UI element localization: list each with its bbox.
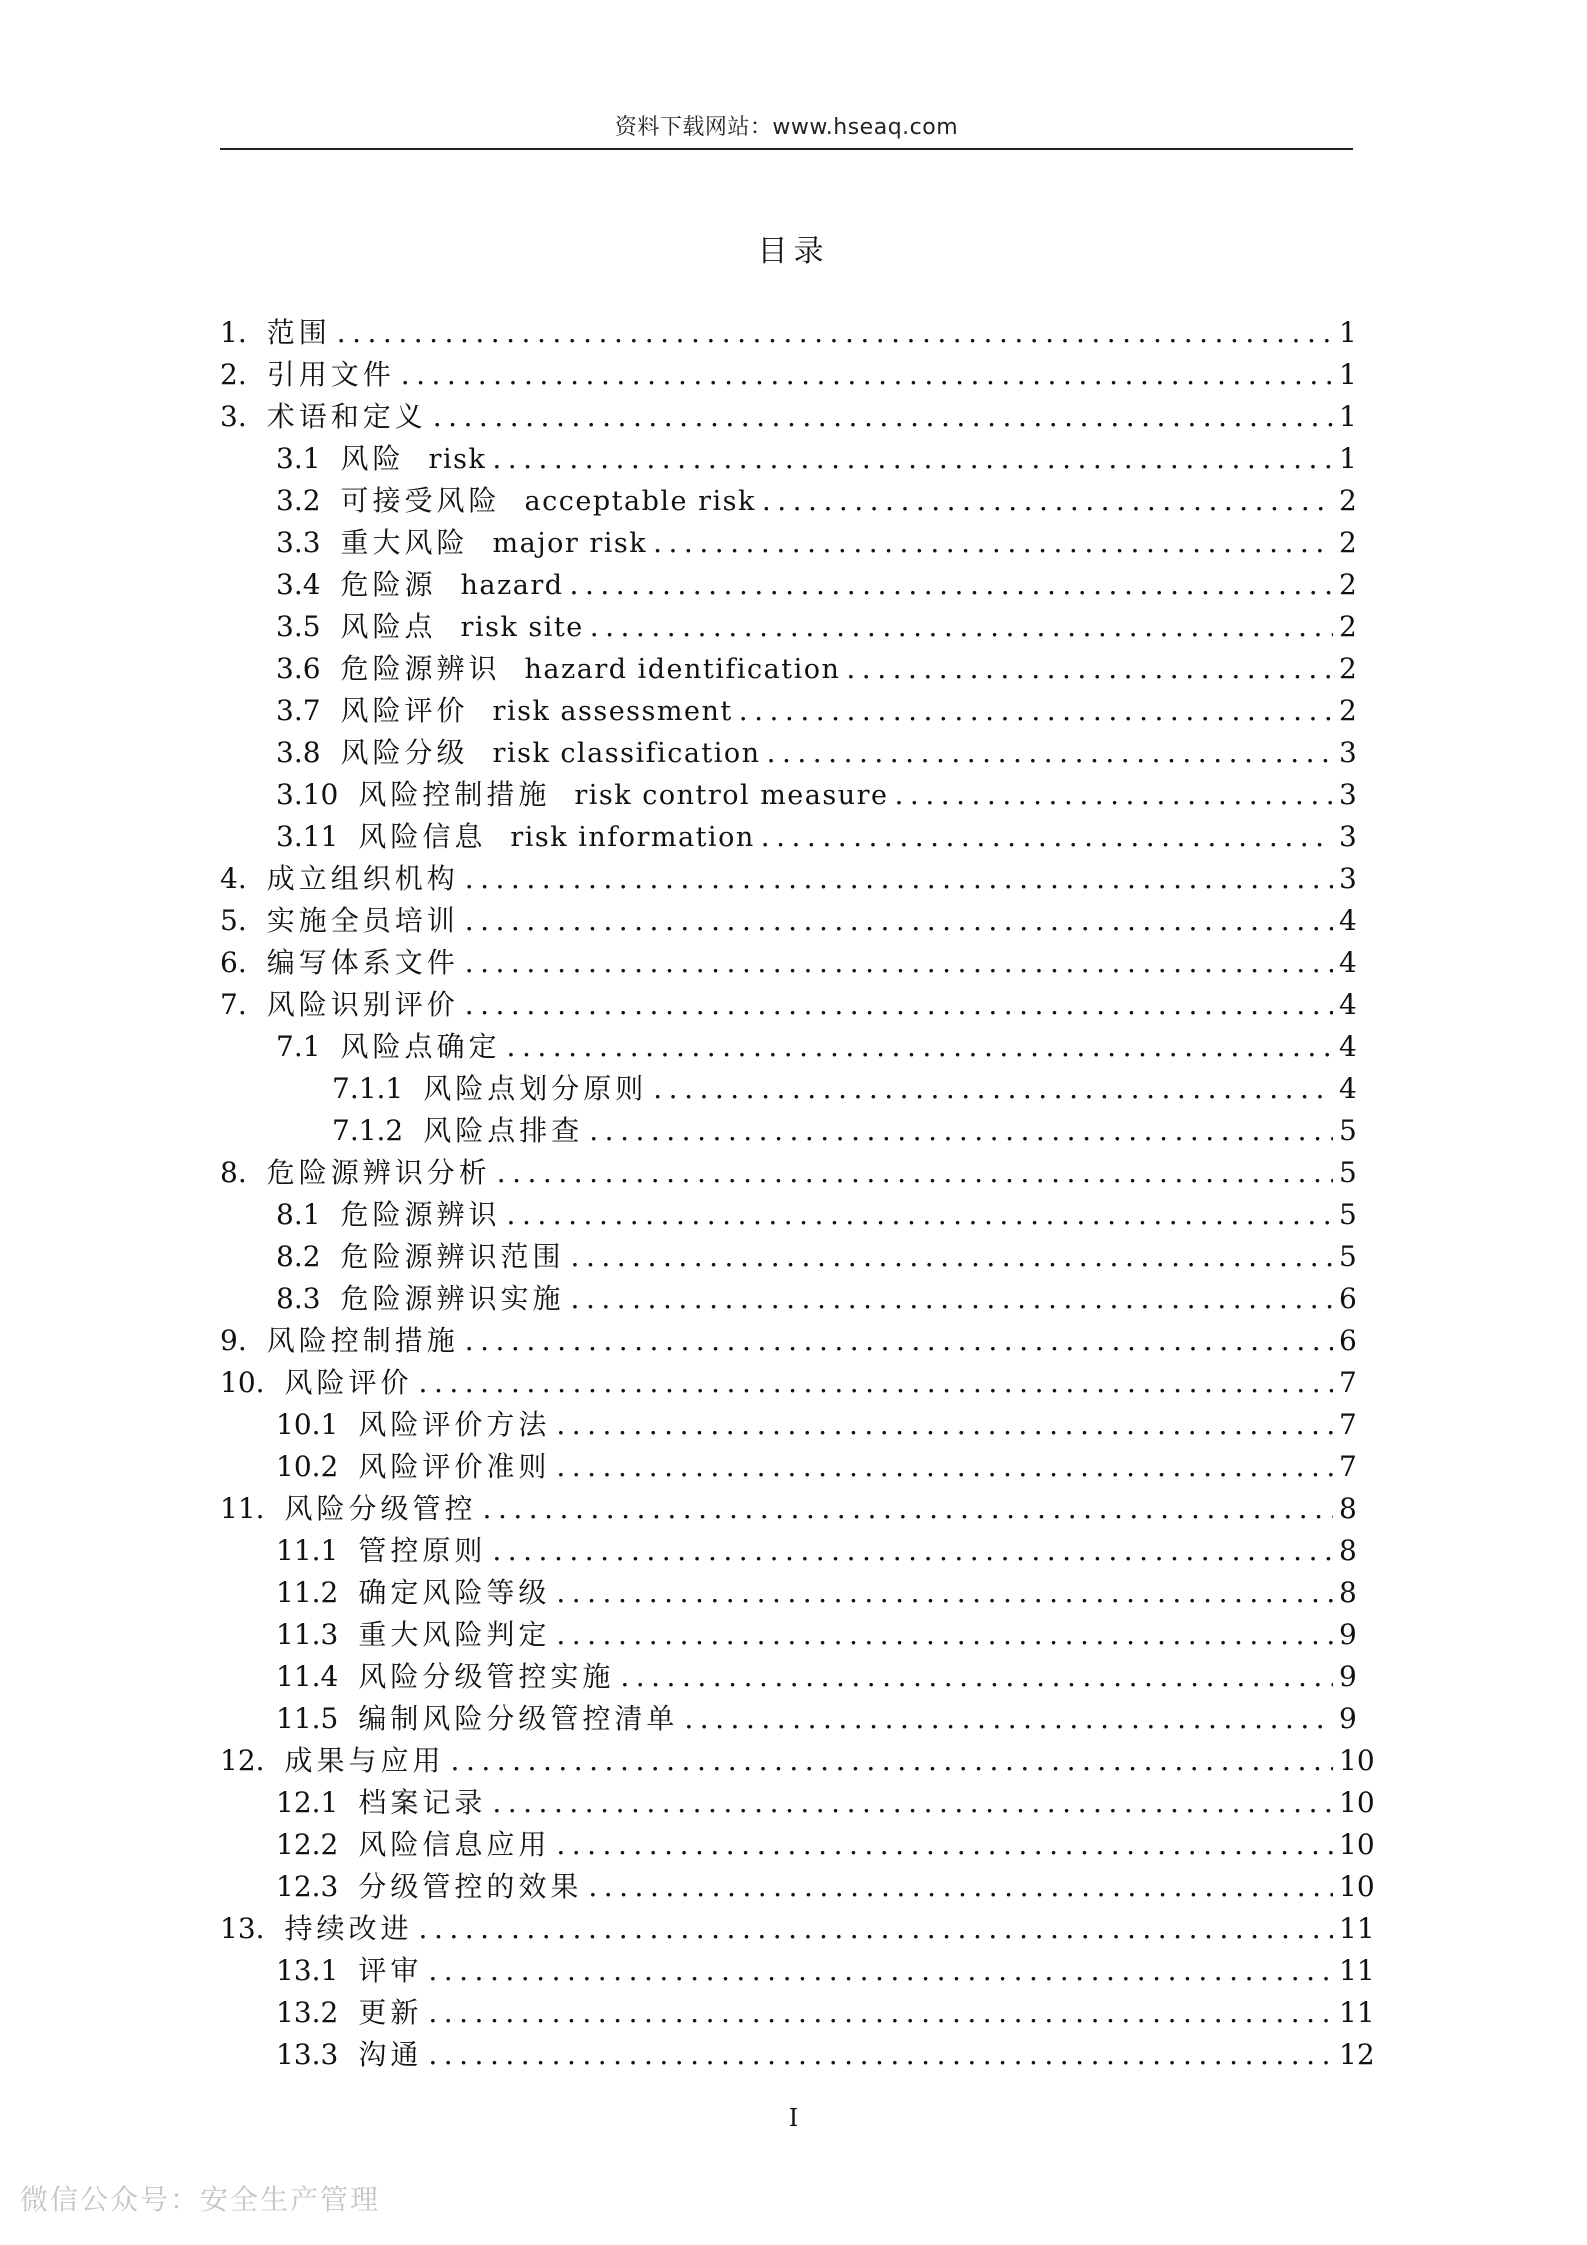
toc-entry[interactable] bbox=[220, 1572, 1355, 1614]
toc-entry-title: 风险点排查 bbox=[423, 1114, 584, 1147]
toc-entry-title: 档案记录 bbox=[358, 1786, 487, 1819]
toc-entry[interactable] bbox=[220, 2034, 1375, 2076]
toc-dot-leader bbox=[570, 564, 1333, 606]
toc-dot-leader bbox=[767, 732, 1333, 774]
toc-entry[interactable] bbox=[220, 900, 1355, 942]
toc-entry-title: 风险评价 bbox=[340, 694, 469, 727]
toc-entry-number: 3.6 bbox=[276, 652, 321, 685]
toc-entry-page: 7 bbox=[1339, 1366, 1357, 1399]
toc-entry[interactable] bbox=[220, 1824, 1375, 1866]
toc-dot-leader bbox=[419, 1908, 1333, 1950]
toc-entry-page: 1 bbox=[1339, 442, 1357, 475]
toc-entry-page: 10 bbox=[1339, 1828, 1375, 1861]
toc-dot-leader bbox=[507, 1194, 1333, 1236]
toc-entry-number: 2. bbox=[220, 358, 247, 391]
toc-entry-page: 9 bbox=[1339, 1702, 1357, 1735]
toc-entry-title: 编写体系文件 bbox=[266, 946, 459, 979]
toc-entry-number: 3.1 bbox=[276, 442, 321, 475]
table-of-contents bbox=[220, 312, 1375, 2076]
toc-entry-title: 管控原则 bbox=[358, 1534, 487, 1567]
toc-dot-leader bbox=[556, 1404, 1333, 1446]
toc-entry[interactable] bbox=[220, 690, 1355, 732]
toc-entry-title: 风险控制措施 bbox=[358, 778, 551, 811]
toc-dot-leader bbox=[492, 438, 1333, 480]
toc-entry-number: 3.8 bbox=[276, 736, 321, 769]
toc-entry-english-term: risk site bbox=[460, 612, 584, 643]
toc-entry-number: 13. bbox=[220, 1912, 265, 1945]
toc-entry-number: 7.1.1 bbox=[332, 1072, 404, 1105]
toc-entry-page: 8 bbox=[1339, 1576, 1357, 1609]
toc-title: 目录 bbox=[757, 234, 830, 269]
toc-dot-leader bbox=[588, 1866, 1333, 1908]
toc-entry-number: 12.3 bbox=[276, 1870, 339, 1903]
toc-entry-number: 13.1 bbox=[276, 1954, 339, 1987]
toc-entry-title: 风险点划分原则 bbox=[423, 1072, 648, 1105]
toc-dot-leader bbox=[556, 1824, 1333, 1866]
toc-entry-number: 11.3 bbox=[276, 1618, 339, 1651]
toc-entry-title: 危险源 bbox=[340, 568, 437, 601]
toc-dot-leader bbox=[465, 858, 1333, 900]
toc-entry-title: 实施全员培训 bbox=[266, 904, 459, 937]
toc-entry[interactable] bbox=[220, 1488, 1355, 1530]
toc-dot-leader bbox=[762, 480, 1333, 522]
toc-entry-title: 术语和定义 bbox=[266, 400, 427, 433]
toc-entry-title: 引用文件 bbox=[266, 358, 395, 391]
toc-dot-leader bbox=[465, 942, 1333, 984]
toc-entry[interactable] bbox=[220, 522, 1355, 564]
toc-entry-english-term: risk assessment bbox=[492, 696, 733, 727]
toc-entry-page: 5 bbox=[1339, 1240, 1357, 1273]
toc-entry[interactable] bbox=[220, 480, 1355, 522]
toc-entry-title: 风险识别评价 bbox=[266, 988, 459, 1021]
toc-entry-number: 12. bbox=[220, 1744, 265, 1777]
toc-entry-title: 风险点确定 bbox=[340, 1030, 501, 1063]
toc-entry-page: 1 bbox=[1339, 358, 1357, 391]
toc-entry[interactable] bbox=[220, 1908, 1375, 1950]
toc-entry-number: 3.7 bbox=[276, 694, 321, 727]
toc-entry-title: 风险信息应用 bbox=[358, 1828, 551, 1861]
toc-entry-page: 4 bbox=[1339, 988, 1357, 1021]
toc-entry-page: 6 bbox=[1339, 1324, 1357, 1357]
toc-entry-page: 7 bbox=[1339, 1450, 1357, 1483]
toc-entry-number: 12.2 bbox=[276, 1828, 339, 1861]
toc-entry-title: 危险源辨识实施 bbox=[340, 1282, 565, 1315]
toc-entry[interactable] bbox=[220, 1740, 1375, 1782]
toc-entry[interactable] bbox=[220, 732, 1355, 774]
toc-entry-title: 风险点 bbox=[340, 610, 437, 643]
toc-dot-leader bbox=[337, 312, 1333, 354]
toc-entry-page: 10 bbox=[1339, 1744, 1375, 1777]
toc-entry-number: 13.3 bbox=[276, 2038, 339, 2071]
toc-dot-leader bbox=[465, 900, 1333, 942]
toc-entry-page: 1 bbox=[1339, 316, 1357, 349]
toc-entry-number: 11.1 bbox=[276, 1534, 339, 1567]
toc-entry[interactable] bbox=[220, 1614, 1355, 1656]
toc-dot-leader bbox=[428, 1950, 1333, 1992]
toc-entry-page: 6 bbox=[1339, 1282, 1357, 1315]
toc-entry[interactable] bbox=[220, 1320, 1355, 1362]
toc-entry-title: 持续改进 bbox=[284, 1912, 413, 1945]
toc-entry[interactable] bbox=[220, 1110, 1355, 1152]
toc-entry[interactable] bbox=[220, 858, 1355, 900]
toc-dot-leader bbox=[428, 2034, 1333, 2076]
toc-entry-page: 10 bbox=[1339, 1870, 1375, 1903]
toc-entry-page: 2 bbox=[1339, 694, 1357, 727]
toc-entry-title: 重大风险判定 bbox=[358, 1618, 551, 1651]
toc-entry-number: 10. bbox=[220, 1366, 265, 1399]
toc-entry-page: 4 bbox=[1339, 1030, 1357, 1063]
toc-entry[interactable] bbox=[220, 312, 1355, 354]
toc-entry-page: 11 bbox=[1339, 1912, 1375, 1945]
toc-entry-english-term: hazard bbox=[460, 570, 564, 601]
toc-dot-leader bbox=[620, 1656, 1333, 1698]
toc-entry-title: 编制风险分级管控清单 bbox=[358, 1702, 679, 1735]
toc-entry-number: 12.1 bbox=[276, 1786, 339, 1819]
toc-entry-title: 重大风险 bbox=[340, 526, 469, 559]
toc-entry-title: 风险 bbox=[340, 442, 405, 475]
toc-dot-leader bbox=[895, 774, 1333, 816]
toc-entry-page: 12 bbox=[1339, 2038, 1375, 2071]
toc-dot-leader bbox=[571, 1278, 1333, 1320]
toc-entry-title: 范围 bbox=[266, 316, 331, 349]
toc-entry-number: 13.2 bbox=[276, 1996, 339, 2029]
toc-entry[interactable] bbox=[220, 396, 1355, 438]
toc-entry-page: 3 bbox=[1339, 820, 1357, 853]
toc-entry-number: 3.2 bbox=[276, 484, 321, 517]
toc-entry-page: 3 bbox=[1339, 862, 1357, 895]
toc-dot-leader bbox=[653, 1068, 1333, 1110]
toc-entry-title: 危险源辨识 bbox=[340, 1198, 501, 1231]
toc-entry-number: 11.4 bbox=[276, 1660, 339, 1693]
toc-entry-page: 9 bbox=[1339, 1660, 1357, 1693]
toc-dot-leader bbox=[465, 984, 1333, 1026]
toc-dot-leader bbox=[846, 648, 1333, 690]
toc-dot-leader bbox=[497, 1152, 1333, 1194]
toc-entry[interactable] bbox=[220, 1362, 1355, 1404]
toc-entry[interactable] bbox=[220, 354, 1355, 396]
toc-entry-title: 成立组织机构 bbox=[266, 862, 459, 895]
toc-entry[interactable] bbox=[220, 606, 1355, 648]
toc-dot-leader bbox=[761, 816, 1333, 858]
toc-entry-page: 1 bbox=[1339, 400, 1357, 433]
toc-entry[interactable] bbox=[220, 1656, 1355, 1698]
header-rule bbox=[220, 148, 1353, 150]
toc-entry[interactable] bbox=[220, 1194, 1355, 1236]
toc-entry-number: 6. bbox=[220, 946, 247, 979]
toc-entry-title: 危险源辨识 bbox=[340, 652, 501, 685]
toc-dot-leader bbox=[571, 1236, 1333, 1278]
toc-entry-english-term: risk control measure bbox=[574, 780, 889, 811]
toc-entry-page: 7 bbox=[1339, 1408, 1357, 1441]
toc-entry-number: 4. bbox=[220, 862, 247, 895]
toc-entry-title: 风险信息 bbox=[358, 820, 487, 853]
toc-entry-title: 风险评价方法 bbox=[358, 1408, 551, 1441]
toc-entry-page: 3 bbox=[1339, 778, 1357, 811]
toc-entry-title: 评审 bbox=[358, 1954, 423, 1987]
toc-entry[interactable] bbox=[220, 1782, 1375, 1824]
toc-entry-page: 11 bbox=[1339, 1996, 1375, 2029]
toc-entry-page: 9 bbox=[1339, 1618, 1357, 1651]
toc-entry-page: 2 bbox=[1339, 652, 1357, 685]
toc-entry-page: 10 bbox=[1339, 1786, 1375, 1819]
toc-entry-page: 5 bbox=[1339, 1156, 1357, 1189]
page-header: 资料下载网站：www.hseaq.com bbox=[614, 115, 959, 140]
toc-entry-title: 更新 bbox=[358, 1996, 423, 2029]
toc-entry[interactable] bbox=[220, 1698, 1355, 1740]
toc-entry-number: 5. bbox=[220, 904, 247, 937]
toc-entry-number: 1. bbox=[220, 316, 247, 349]
toc-dot-leader bbox=[589, 1110, 1333, 1152]
toc-entry[interactable] bbox=[220, 1068, 1355, 1110]
toc-dot-leader bbox=[451, 1740, 1333, 1782]
toc-dot-leader bbox=[739, 690, 1333, 732]
toc-entry-number: 11.5 bbox=[276, 1702, 339, 1735]
toc-entry-page: 8 bbox=[1339, 1492, 1357, 1525]
toc-dot-leader bbox=[653, 522, 1333, 564]
toc-entry-number: 3.5 bbox=[276, 610, 321, 643]
toc-dot-leader bbox=[433, 396, 1333, 438]
toc-dot-leader bbox=[419, 1362, 1333, 1404]
toc-entry[interactable] bbox=[220, 816, 1355, 858]
toc-entry-page: 4 bbox=[1339, 904, 1357, 937]
toc-entry-title: 危险源辨识范围 bbox=[340, 1240, 565, 1273]
toc-entry-page: 2 bbox=[1339, 568, 1357, 601]
toc-entry[interactable] bbox=[220, 942, 1355, 984]
toc-entry-page: 2 bbox=[1339, 484, 1357, 517]
toc-entry[interactable] bbox=[220, 1404, 1355, 1446]
toc-entry-number: 11. bbox=[220, 1492, 265, 1525]
toc-entry-title: 风险评价准则 bbox=[358, 1450, 551, 1483]
toc-entry-number: 11.2 bbox=[276, 1576, 339, 1609]
toc-entry-english-term: risk classification bbox=[492, 738, 761, 769]
toc-entry-page: 11 bbox=[1339, 1954, 1375, 1987]
toc-dot-leader bbox=[507, 1026, 1333, 1068]
toc-entry-number: 9. bbox=[220, 1324, 247, 1357]
toc-dot-leader bbox=[465, 1320, 1333, 1362]
toc-entry-number: 3.11 bbox=[276, 820, 339, 853]
toc-entry-page: 3 bbox=[1339, 736, 1357, 769]
toc-entry-english-term: risk bbox=[428, 444, 487, 475]
toc-dot-leader bbox=[556, 1572, 1333, 1614]
toc-dot-leader bbox=[483, 1488, 1333, 1530]
toc-entry-english-term: hazard identification bbox=[524, 654, 841, 685]
toc-entry[interactable] bbox=[220, 1026, 1355, 1068]
toc-dot-leader bbox=[401, 354, 1333, 396]
toc-entry-number: 8. bbox=[220, 1156, 247, 1189]
toc-entry[interactable] bbox=[220, 1278, 1355, 1320]
toc-dot-leader bbox=[556, 1446, 1333, 1488]
toc-entry[interactable] bbox=[220, 1530, 1355, 1572]
toc-entry-number: 7.1.2 bbox=[332, 1114, 404, 1147]
watermark: 微信公众号：安全生产管理 bbox=[20, 2183, 381, 2216]
toc-entry-page: 5 bbox=[1339, 1114, 1357, 1147]
toc-entry[interactable] bbox=[220, 1446, 1355, 1488]
toc-entry[interactable] bbox=[220, 1866, 1375, 1908]
toc-entry-page: 8 bbox=[1339, 1534, 1357, 1567]
toc-entry-page: 2 bbox=[1339, 610, 1357, 643]
toc-entry-title: 风险分级 bbox=[340, 736, 469, 769]
toc-entry-number: 3.3 bbox=[276, 526, 321, 559]
toc-entry[interactable] bbox=[220, 438, 1355, 480]
toc-entry[interactable] bbox=[220, 648, 1355, 690]
toc-entry-number: 10.1 bbox=[276, 1408, 339, 1441]
toc-entry-number: 3. bbox=[220, 400, 247, 433]
toc-entry-title: 确定风险等级 bbox=[358, 1576, 551, 1609]
toc-entry-title: 沟通 bbox=[358, 2038, 423, 2071]
toc-entry-title: 风险分级管控 bbox=[284, 1492, 477, 1525]
toc-entry-number: 3.10 bbox=[276, 778, 339, 811]
toc-entry-english-term: risk information bbox=[510, 822, 755, 853]
toc-entry-number: 7. bbox=[220, 988, 247, 1021]
toc-entry[interactable] bbox=[220, 1992, 1375, 2034]
toc-entry-english-term: acceptable risk bbox=[524, 486, 756, 517]
toc-entry[interactable] bbox=[220, 1236, 1355, 1278]
toc-entry-page: 4 bbox=[1339, 1072, 1357, 1105]
toc-entry-number: 7.1 bbox=[276, 1030, 321, 1063]
toc-entry-english-term: major risk bbox=[492, 528, 648, 559]
toc-entry-title: 分级管控的效果 bbox=[358, 1870, 583, 1903]
toc-entry-number: 8.1 bbox=[276, 1198, 321, 1231]
toc-entry-number: 3.4 bbox=[276, 568, 321, 601]
page-number: I bbox=[788, 2104, 799, 2132]
toc-dot-leader bbox=[556, 1614, 1333, 1656]
toc-entry-page: 4 bbox=[1339, 946, 1357, 979]
toc-entry-number: 8.3 bbox=[276, 1282, 321, 1315]
toc-entry[interactable] bbox=[220, 1152, 1355, 1194]
toc-entry[interactable] bbox=[220, 774, 1355, 816]
toc-entry-title: 风险评价 bbox=[284, 1366, 413, 1399]
toc-dot-leader bbox=[492, 1782, 1333, 1824]
toc-entry-number: 8.2 bbox=[276, 1240, 321, 1273]
toc-entry[interactable] bbox=[220, 1950, 1375, 1992]
toc-dot-leader bbox=[590, 606, 1333, 648]
toc-entry-number: 10.2 bbox=[276, 1450, 339, 1483]
toc-entry-title: 成果与应用 bbox=[284, 1744, 445, 1777]
toc-entry[interactable] bbox=[220, 984, 1355, 1026]
toc-entry-title: 风险控制措施 bbox=[266, 1324, 459, 1357]
toc-entry-page: 2 bbox=[1339, 526, 1357, 559]
toc-entry-page: 5 bbox=[1339, 1198, 1357, 1231]
toc-dot-leader bbox=[428, 1992, 1333, 2034]
toc-dot-leader bbox=[684, 1698, 1333, 1740]
toc-entry[interactable] bbox=[220, 564, 1355, 606]
toc-entry-title: 危险源辨识分析 bbox=[266, 1156, 491, 1189]
toc-entry-title: 风险分级管控实施 bbox=[358, 1660, 615, 1693]
toc-entry-title: 可接受风险 bbox=[340, 484, 501, 517]
toc-dot-leader bbox=[492, 1530, 1333, 1572]
